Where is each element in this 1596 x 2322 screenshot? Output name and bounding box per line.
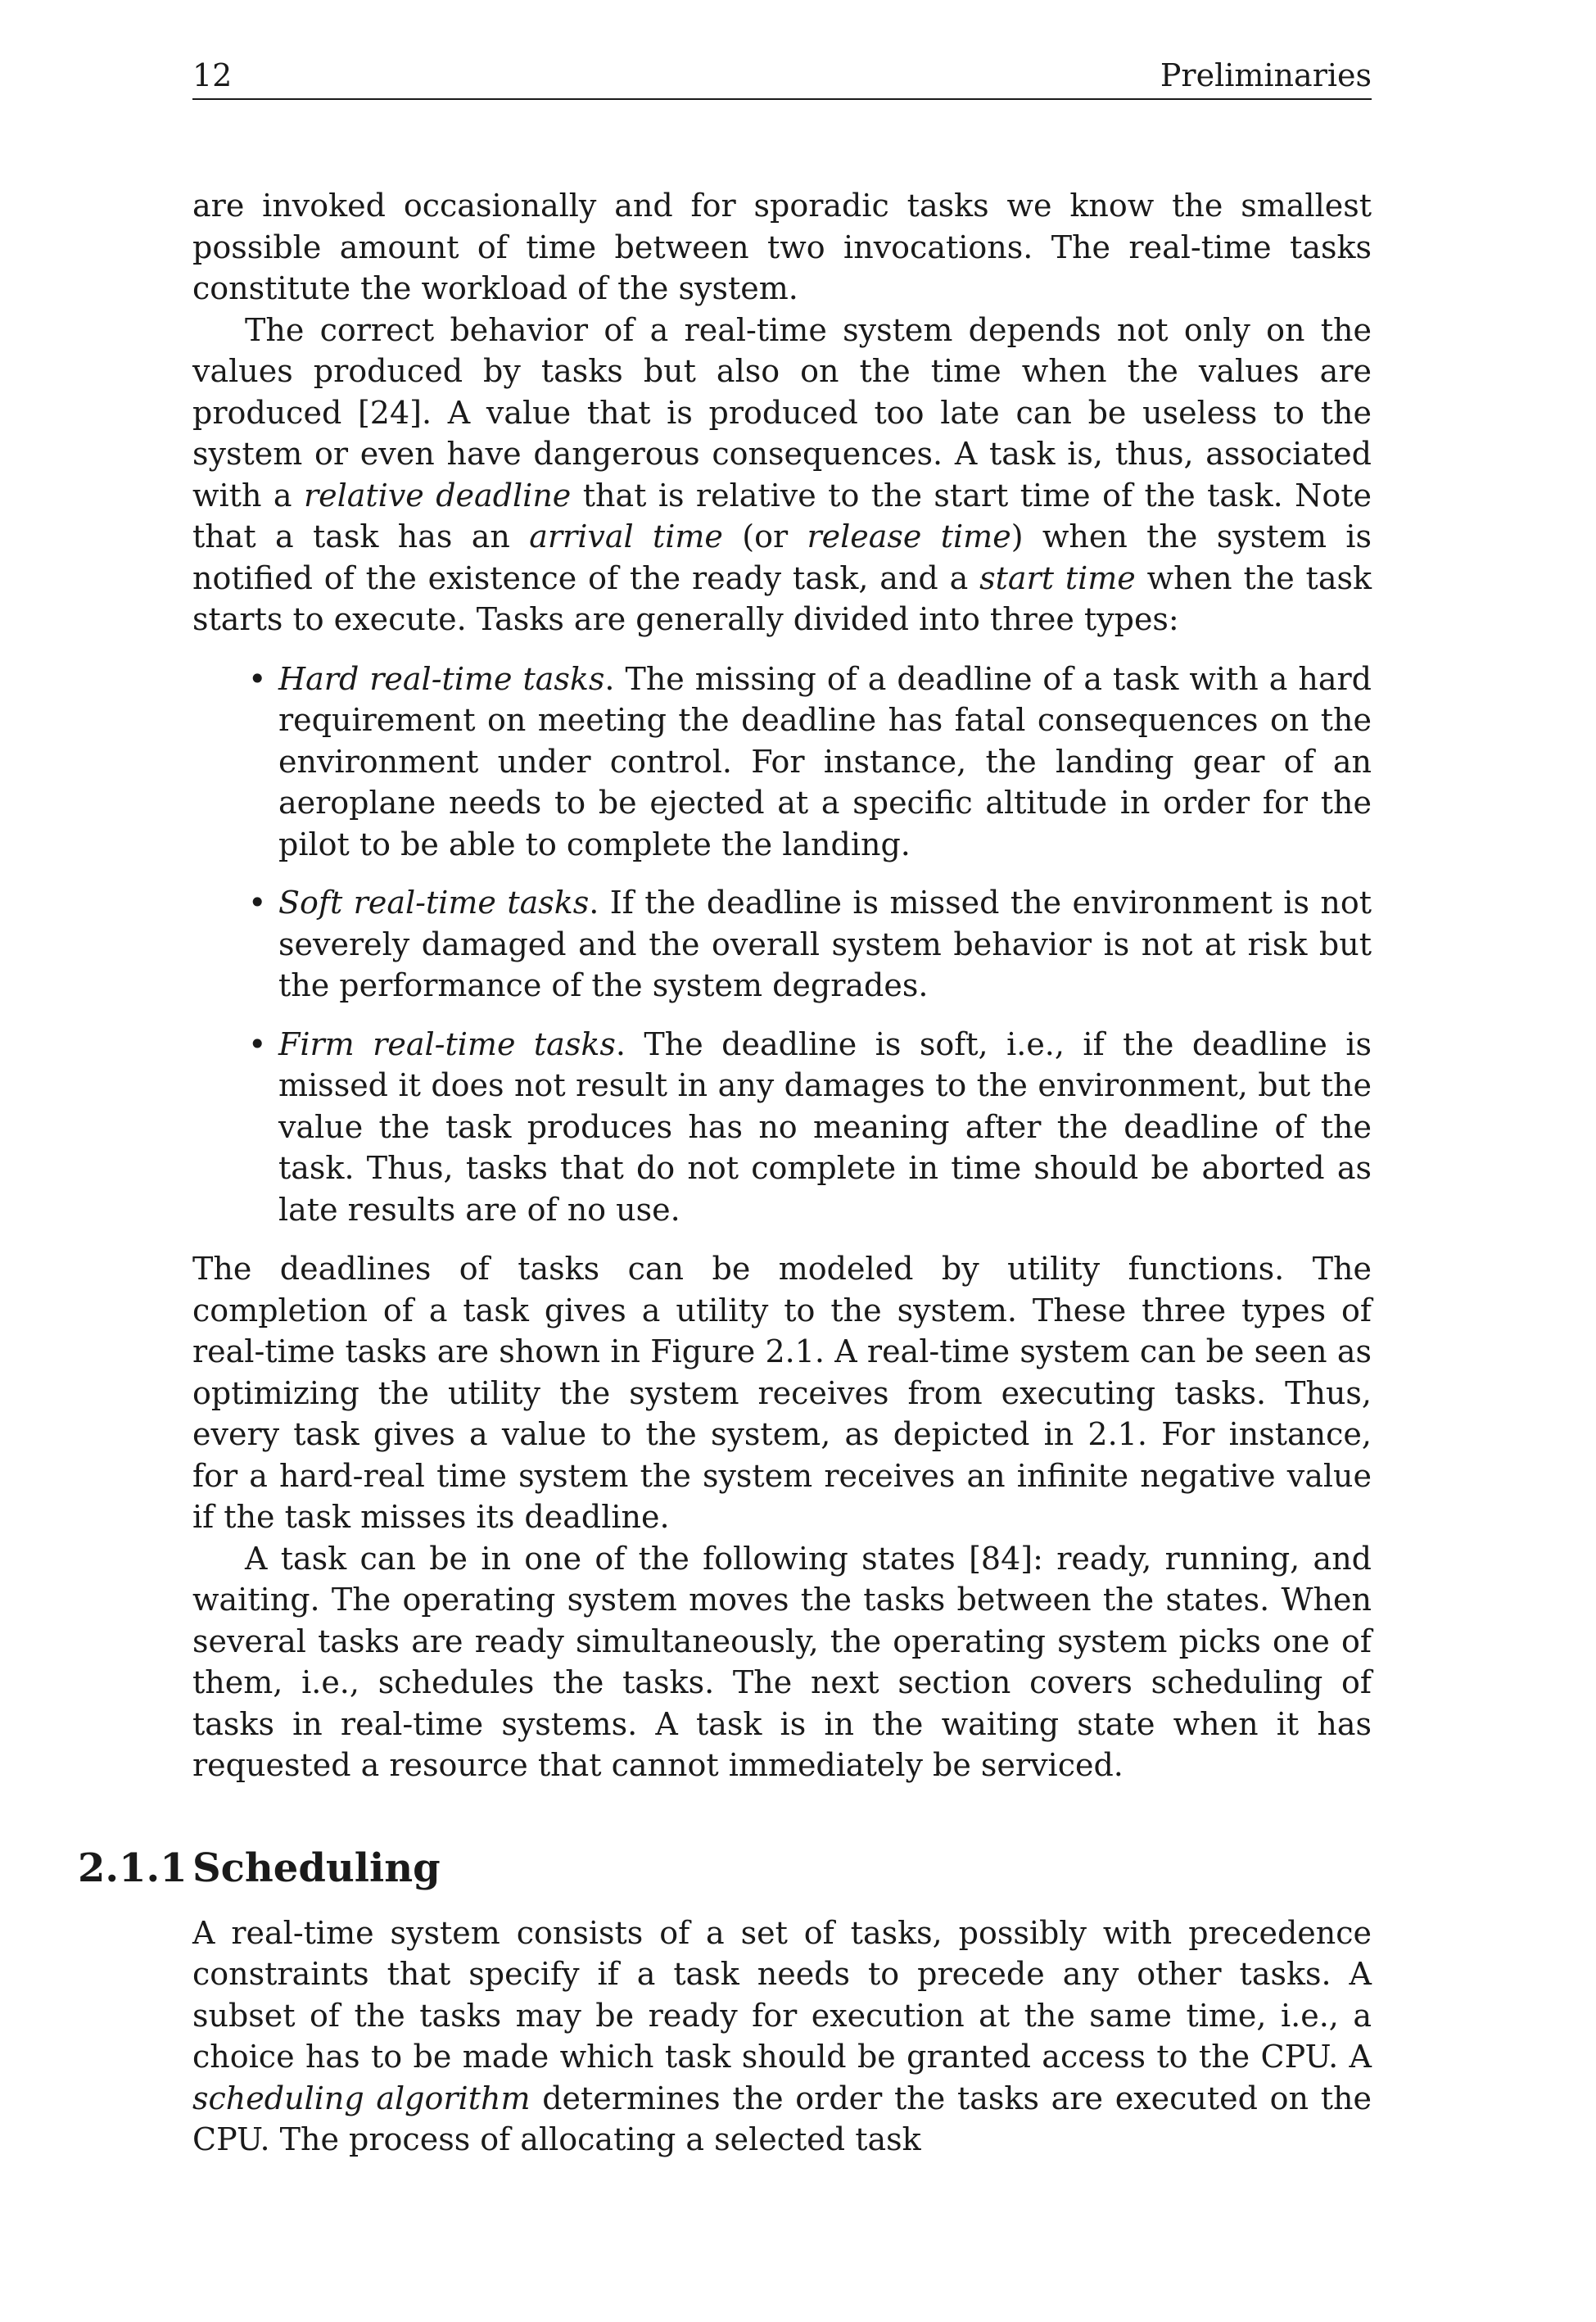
chapter-title: Preliminaries — [1160, 57, 1372, 93]
text-run: when the task starts to execute. Tasks are generally divided into three types: — [192, 559, 1372, 637]
term-release-time: release time — [807, 518, 1011, 554]
body-text — [78, 185, 1372, 2161]
term-relative-deadline: relative deadline — [303, 477, 572, 514]
text-run: A real-time system consists of a set of tasks, possibly with precedence constraints that specify if a task needs to precede any other tasks. A subset of the tasks may be ready for execution at the same time, i.e., a choice has to be made which task should be granted access to the CPU. A — [192, 1914, 1372, 2075]
section-heading — [78, 1844, 1372, 1893]
paragraph-task-states: A task can be in one of the following states [84]: ready, running, and waiting. The operating system moves the tasks between the states. When several tasks are ready simultaneously, the operating system picks one of them, i.e., schedules the tasks. The next section covers scheduling of tasks in real-time systems. A task is in the waiting state when it has requested a resource that cannot immediately be serviced. — [192, 1540, 1372, 1783]
section-title: Scheduling — [192, 1844, 441, 1891]
text-run: that is relative to the start time of the task. Note that a task has an — [192, 477, 1372, 554]
text-run: determines the order the tasks are executed on the CPU. The process of allocating a selected task — [192, 2080, 1372, 2157]
term-arrival-time: arrival time — [529, 518, 723, 554]
list-item-firm — [192, 1024, 1372, 1231]
paragraph-utility-functions: The deadlines of tasks can be modeled by utility functions. The completion of a task gives a utility to the system. These three types of real-time tasks are shown in Figure 2.1. A real-time system can be seen as optimizing the utility the system receives from executing tasks. Thus, every task gives a value to the system, as depicted in 2.1. For instance, for a hard-real time system the system receives an infinite negative value if the task misses its deadline. — [192, 1251, 1372, 1535]
list-item-soft — [192, 882, 1372, 1007]
running-header — [192, 56, 1372, 100]
term-start-time: start time — [979, 559, 1136, 596]
bullet-marker: • — [248, 660, 267, 697]
term-firm-real-time: Firm real-time tasks — [278, 1025, 616, 1062]
bullet-marker: • — [248, 885, 267, 921]
list-item-hard — [192, 659, 1372, 866]
text-run: ) when the system is notified of the existence of the ready task, and a — [192, 518, 1372, 596]
term-hard-real-time: Hard real-time tasks — [278, 660, 605, 697]
term-soft-real-time: Soft real-time tasks — [278, 885, 590, 921]
paragraph-continuation: are invoked occasionally and for sporadic tasks we know the smallest possible amount of time between two invocations. The real-time tasks constitute the workload of the system. — [192, 188, 1372, 306]
list-item-text: . The missing of a deadline of a task with a hard requirement on meeting the deadline has fatal consequences on the environment under control. For instance, the landing gear of an aeroplane needs to be ejected at a specific altitude in order for the pilot to be able to complete the landing. — [278, 660, 1372, 862]
list-item-text: . The deadline is soft, i.e., if the deadline is missed it does not result in any damages to the environment, but the value the task produces has no meaning after the deadline of the task. Thus, tasks that do not complete in time should be aborted as late results are of no use. — [278, 1025, 1372, 1228]
page-number: 12 — [192, 57, 233, 93]
paragraph-scheduling — [192, 1912, 1372, 2161]
list-item-text: . If the deadline is missed the environment is not severely damaged and the overall system behavior is not at risk but the performance of the system degrades. — [278, 885, 1372, 1003]
section-number: 2.1.1 — [78, 1844, 188, 1891]
task-types-list — [192, 659, 1372, 1231]
bullet-marker: • — [248, 1025, 267, 1062]
text-run: The correct behavior of a real-time system depends not only on the values produced by tasks but also on the time when the values are produced [24]. A value that is produced too late can be useless to the system or even have dangerous consequences. A task is, thus, associated with a — [192, 311, 1372, 514]
term-scheduling-algorithm: scheduling algorithm — [192, 2080, 531, 2116]
paragraph-correct-behavior — [192, 310, 1372, 640]
text-run: (or — [722, 518, 807, 554]
